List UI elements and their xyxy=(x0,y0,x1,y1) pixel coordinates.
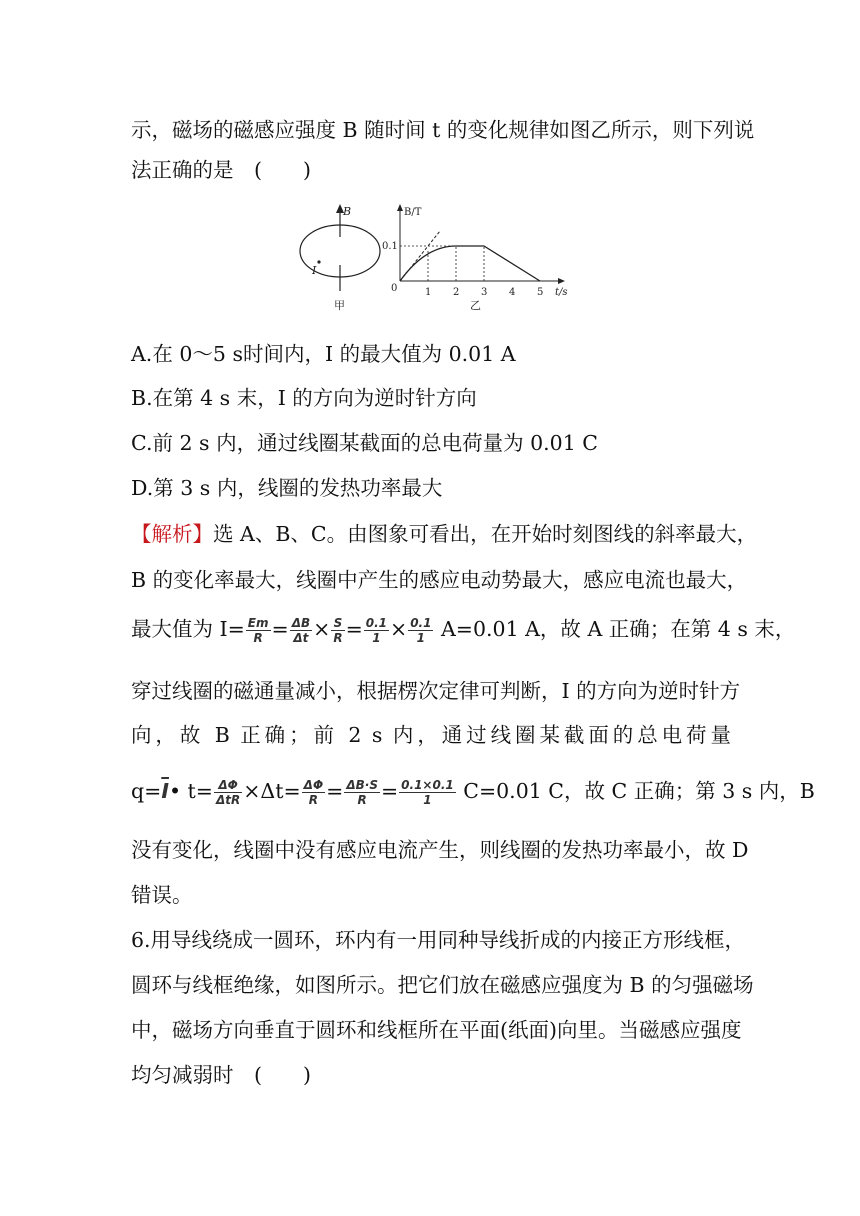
y-axis-arrow-icon xyxy=(397,204,403,211)
jiexi-tag: 【解析】 xyxy=(131,522,213,546)
origin-label: 0 xyxy=(391,283,398,294)
figure-yi-chart xyxy=(382,204,568,312)
x-axis-label: t/s xyxy=(555,287,568,298)
explanation-line-4: 穿过线圈的磁通量减小，根据楞次定律可判断，I 的方向为逆时针方 xyxy=(131,679,741,703)
fraction-s-over-r: $\frac{S}{R}$ xyxy=(333,616,343,645)
formula1-suffix: A=0.01 A，故 A 正确；在第 4 s 末， xyxy=(434,617,796,641)
times-sign: × xyxy=(390,617,408,641)
formula2-suffix: C=0.01 C，故 C 正确；第 3 s 内，B xyxy=(456,779,815,803)
fraction-dbs-over-r: $\frac{\Delta B\cdot S}{R}$ xyxy=(346,778,378,807)
formula2-times-dt: ×Δt= xyxy=(243,779,301,803)
explanation-line-1 xyxy=(131,519,758,549)
fraction-em-over-r: $\frac{Em}{R}$ xyxy=(247,616,269,645)
explanation-line-3 xyxy=(131,611,796,647)
average-current-symbol: $\overline{I}$ xyxy=(161,779,169,803)
yi-caption: 乙 xyxy=(470,299,481,312)
current-dot xyxy=(317,260,320,263)
x-tick-labels xyxy=(425,287,543,298)
equals-sign: = xyxy=(326,779,344,803)
fraction-dphi-over-r: $\frac{\Delta\Phi}{R}$ xyxy=(303,778,324,807)
x-tick-label: 3 xyxy=(481,287,488,298)
explanation-line-2: B 的变化率最大，线圈中产生的感应电动势最大，感应电流也最大， xyxy=(131,568,748,592)
equals-sign: = xyxy=(345,617,363,641)
fraction-dphi-over-dtr: $\frac{\Delta\Phi}{\text{ΔtR}}$ xyxy=(215,778,241,807)
equals-sign: = xyxy=(380,779,399,803)
fraction-db-over-dt: $\frac{\Delta B}{\Delta t}$ xyxy=(291,616,311,645)
question-figure xyxy=(290,203,580,313)
y-tick-label: 0.1 xyxy=(382,241,398,252)
x-tick-label: 1 xyxy=(425,287,432,298)
option-c: C.前 2 s 内，通过线圈某截面的总电荷量为 0.01 C xyxy=(131,431,598,455)
question-text-line-2: 法正确的是 ( ) xyxy=(131,158,311,182)
formula2-dot-t: • t= xyxy=(168,779,213,803)
x-tick-label: 2 xyxy=(453,287,460,298)
formula2-prefix: q= xyxy=(131,779,162,803)
option-a: A.在 0～5 s时间内，I 的最大值为 0.01 A xyxy=(131,342,516,366)
x-tick-label: 4 xyxy=(509,287,516,298)
guide-lines xyxy=(400,246,484,281)
x-tick-label: 5 xyxy=(537,287,544,298)
explanation-text-1: 选 A、B、C。由图象可看出，在开始时刻图线的斜率最大， xyxy=(213,522,758,546)
explanation-line-5: 向，故 B 正确；前 2 s 内，通过线圈某截面的总电荷量 xyxy=(131,723,731,747)
explanation-line-8: 错误。 xyxy=(131,883,193,907)
times-sign: × xyxy=(313,617,331,641)
fraction-charge-value: $\frac{0.1\times 0.1}{1}$ xyxy=(401,778,454,807)
jia-b-label: B xyxy=(343,205,352,218)
question6-line-2: 圆环与线框绝缘，如图所示。把它们放在磁感应强度为 B 的匀强磁场 xyxy=(131,973,754,997)
jia-caption: 甲 xyxy=(334,299,345,312)
question6-line-3: 中，磁场方向垂直于圆环和线框所在平面(纸面)向里。当磁感应强度 xyxy=(131,1018,742,1042)
explanation-line-6 xyxy=(131,773,815,809)
question-text-line-1: 示，磁场的磁感应强度 B 随时间 t 的变化规律如图乙所示，则下列说 xyxy=(131,118,755,142)
option-b: B.在第 4 s 末，I 的方向为逆时针方向 xyxy=(131,386,477,410)
fraction-value-1: $\frac{0.1}{1}$ xyxy=(365,616,388,645)
equals-sign: = xyxy=(271,617,289,641)
figure-jia xyxy=(300,204,380,312)
question6-line-1: 6.用导线绕成一圆环，环内有一用同种导线折成的内接正方形线框， xyxy=(131,928,746,952)
jia-i-label: I xyxy=(312,264,317,277)
x-axis-arrow-icon xyxy=(558,278,565,284)
fraction-value-2: $\frac{0.1}{1}$ xyxy=(410,616,432,645)
explanation-line-7: 没有变化，线圈中没有感应电流产生，则线圈的发热功率最小，故 D xyxy=(131,838,749,862)
option-d: D.第 3 s 内，线圈的发热功率最大 xyxy=(131,476,443,500)
formula1-prefix: 最大值为 I= xyxy=(131,617,245,641)
series-line xyxy=(400,246,540,281)
y-axis-label: B/T xyxy=(404,207,422,218)
question6-line-4: 均匀减弱时 ( ) xyxy=(131,1063,311,1087)
